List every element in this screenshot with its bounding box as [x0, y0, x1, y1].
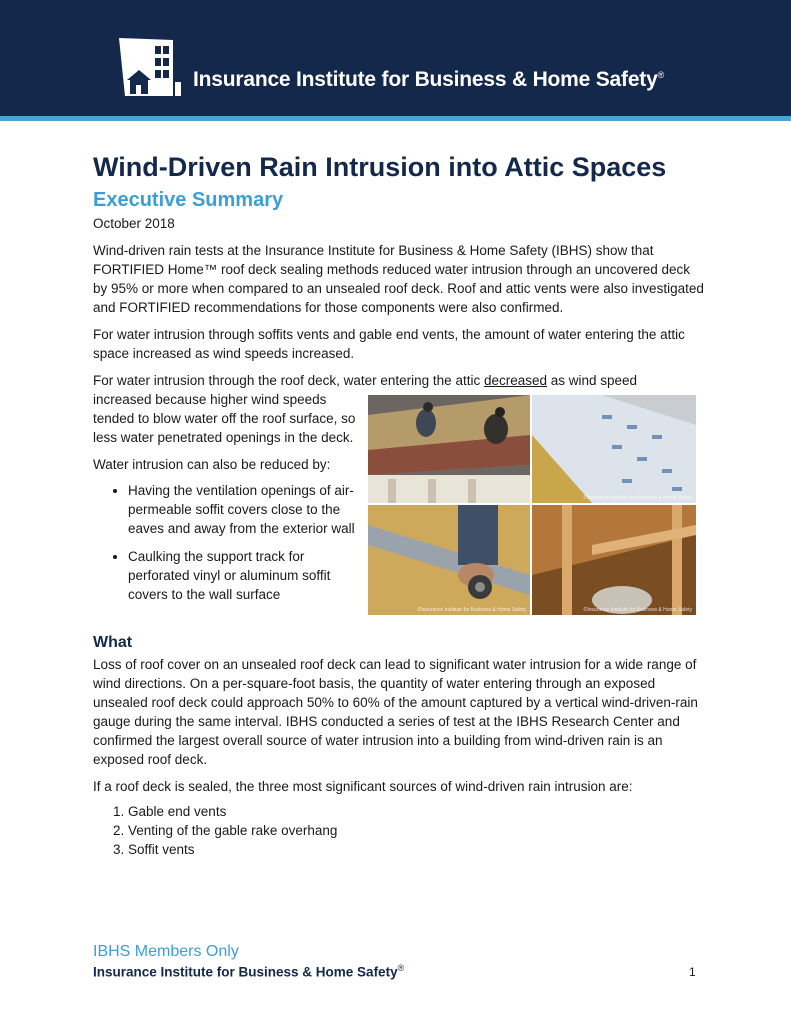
list-item: 3. Soffit vents — [128, 840, 705, 859]
sealed-deck-intro: If a roof deck is sealed, the three most significant sources of wind-driven rain intrusion are: — [93, 779, 633, 794]
list-item: 1. Gable end vents — [128, 802, 705, 821]
footer-org-name: Insurance Institute for Business & Home Safety® — [93, 963, 405, 980]
summary-paragraph-2: For water intrusion through soffits vents and gable end vents, the amount of water entering the attic space increased as wind speeds increased. — [93, 327, 685, 361]
section-heading-what: What — [93, 634, 133, 651]
list-item: • Having the ventilation openings of air-permeable soffit covers close to the eaves and away from the exterior wall — [128, 481, 705, 538]
workers-on-roof-photo — [368, 395, 530, 503]
sealed-roof-deck-photo — [532, 395, 696, 503]
document-title: Wind-Driven Rain Intrusion into Attic Spaces — [93, 152, 667, 182]
photo-grid — [368, 395, 696, 615]
what-paragraph: Loss of roof cover on an unsealed roof deck can lead to significant water intrusion for a wide range of wind directions. On a per-square-foot basis, the quantity of water entering through an exposed unsealed roof deck could approach 50% to 60% of the amount captured by a vertical wind-driven-rain gauge during the same interval. IBHS conducted a series of test at the IBHS Research Center and confirmed the largest overall source of water intrusion into a building from wind-driven rain is an exposed roof deck. — [93, 657, 698, 767]
footer-members-only: IBHS Members Only — [93, 943, 239, 960]
page-header — [0, 0, 791, 116]
summary-paragraph-3: For water intrusion through the roof deck, water entering the attic decreased as wind speed — [93, 373, 638, 388]
document-body — [93, 150, 705, 859]
header-accent-rule — [0, 116, 791, 121]
attic-interior-photo — [532, 505, 696, 615]
taping-seams-photo — [368, 505, 530, 615]
water-reduction-intro: Water intrusion can also be reduced by: — [93, 457, 331, 472]
header-org-name: Insurance Institute for Business & Home Safety® — [193, 68, 665, 91]
page-number: 1 — [689, 965, 696, 979]
ibhs-logo-icon — [117, 36, 183, 100]
photo-caption: ©Insurance Institute for Business & Home Safety — [583, 495, 692, 501]
list-item: • Caulking the support track for perforated vinyl or aluminum soffit covers to the wall surface — [128, 547, 705, 604]
document-date: October 2018 — [93, 216, 175, 231]
document-subtitle: Executive Summary — [93, 189, 284, 211]
list-item: 2. Venting of the gable rake overhang — [128, 821, 705, 840]
photo-caption: ©Insurance Institute for Business & Home Safety — [417, 607, 526, 613]
summary-paragraph-3-continued: increased because higher wind speeds tended to blow water off the roof surface, so less water penetrated openings in the deck. — [93, 392, 356, 445]
summary-paragraph-1: Wind-driven rain tests at the Insurance Institute for Business & Home Safety (IBHS) show that FORTIFIED Home™ roof deck sealing methods reduced water intrusion through an uncovered deck by 95% or more when compared to an unsealed roof deck. Roof and attic vents were also investigated and FORTIFIED recommendations for those components were also confirmed. — [93, 243, 704, 315]
photo-caption: ©Insurance Institute for Business & Home Safety — [583, 607, 692, 613]
intrusion-sources-list — [93, 802, 705, 859]
